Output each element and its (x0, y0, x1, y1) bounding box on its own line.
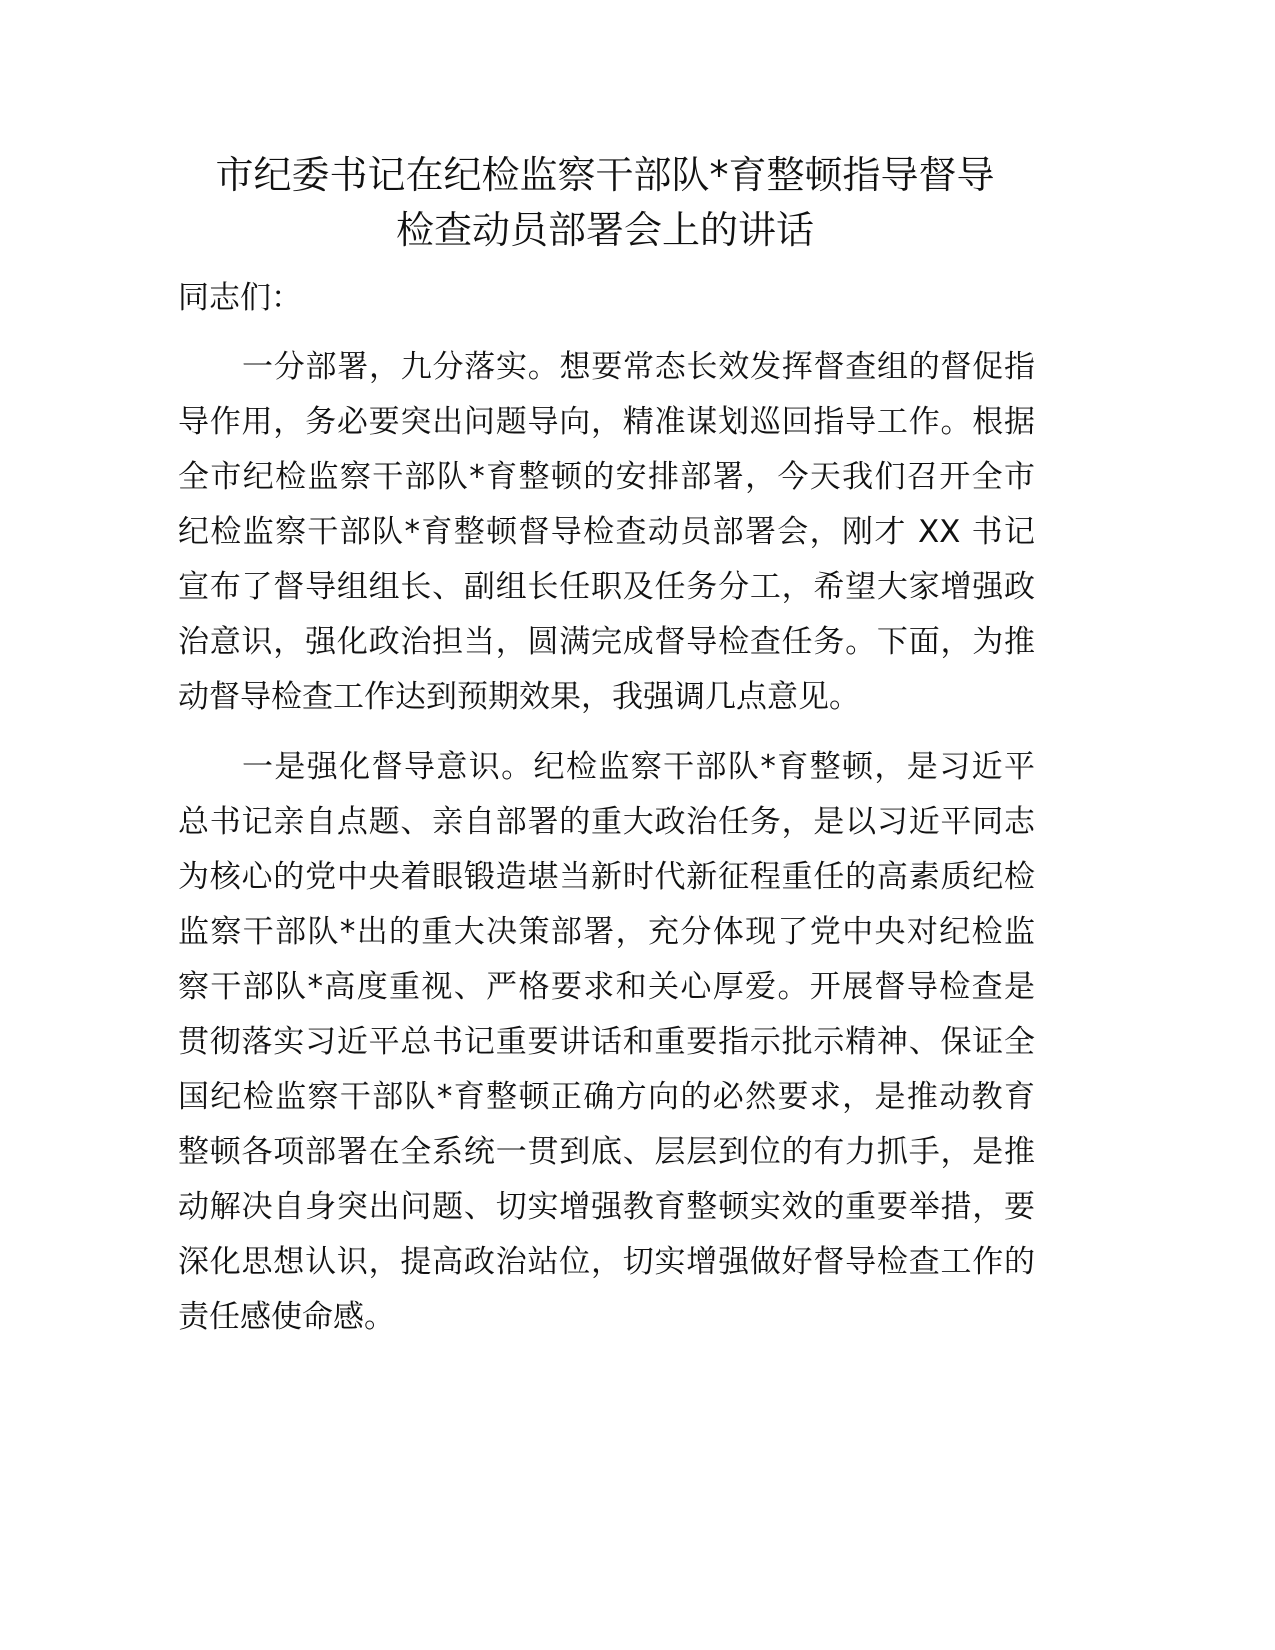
paragraph-line: 一是强化督导意识。纪检监察干部队*育整顿，是习近平 (242, 749, 1035, 785)
paragraph-line: 总书记亲自点题、亲自部署的重大政治任务，是以习近平同志 (178, 804, 1035, 840)
paragraph-line: 动督导检查工作达到预期效果，我强调几点意见。 (178, 679, 860, 715)
paragraph-line: 宣布了督导组组长、副组长任职及任务分工，希望大家增强政 (178, 569, 1035, 605)
paragraph-line: 动解决自身突出问题、切实增强教育整顿实效的重要举措，要 (178, 1189, 1035, 1225)
paragraph-line: 治意识，强化政治担当，圆满完成督导检查任务。下面，为推 (178, 624, 1035, 660)
paragraph-line: 深化思想认识，提高政治站位，切实增强做好督导检查工作的 (178, 1244, 1035, 1280)
paragraph-line: 察干部队*高度重视、严格要求和关心厚爱。开展督导检查是 (178, 969, 1035, 1005)
paragraph-line: 监察干部队*出的重大决策部署，充分体现了党中央对纪检监 (178, 914, 1035, 950)
paragraph-line: 全市纪检监察干部队*育整顿的安排部署，今天我们召开全市 (178, 459, 1035, 495)
document-title-line-1: 市纪委书记在纪检监察干部队*育整顿指导督导 (215, 153, 995, 197)
paragraph-line: 一分部署，九分落实。想要常态长效发挥督查组的督促指 (242, 349, 1035, 385)
paragraph-line: 导作用，务必要突出问题导向，精准谋划巡回指导工作。根据 (178, 404, 1035, 440)
paragraph-line: 为核心的党中央着眼锻造堪当新时代新征程重任的高素质纪检 (178, 859, 1035, 895)
paragraph-line: 贯彻落实习近平总书记重要讲话和重要指示批示精神、保证全 (178, 1024, 1035, 1060)
paragraph-line: 责任感使命感。 (178, 1299, 395, 1335)
document-title-line-2: 检查动员部署会上的讲话 (395, 208, 814, 252)
salutation: 同志们： (178, 280, 302, 316)
paragraph-line: 纪检监察干部队*育整顿督导检查动员部署会，刚才 XX 书记 (178, 514, 1035, 550)
paragraph-line: 整顿各项部署在全系统一贯到底、层层到位的有力抓手，是推 (178, 1134, 1035, 1170)
paragraph-line: 国纪检监察干部队*育整顿正确方向的必然要求，是推动教育 (178, 1079, 1035, 1115)
